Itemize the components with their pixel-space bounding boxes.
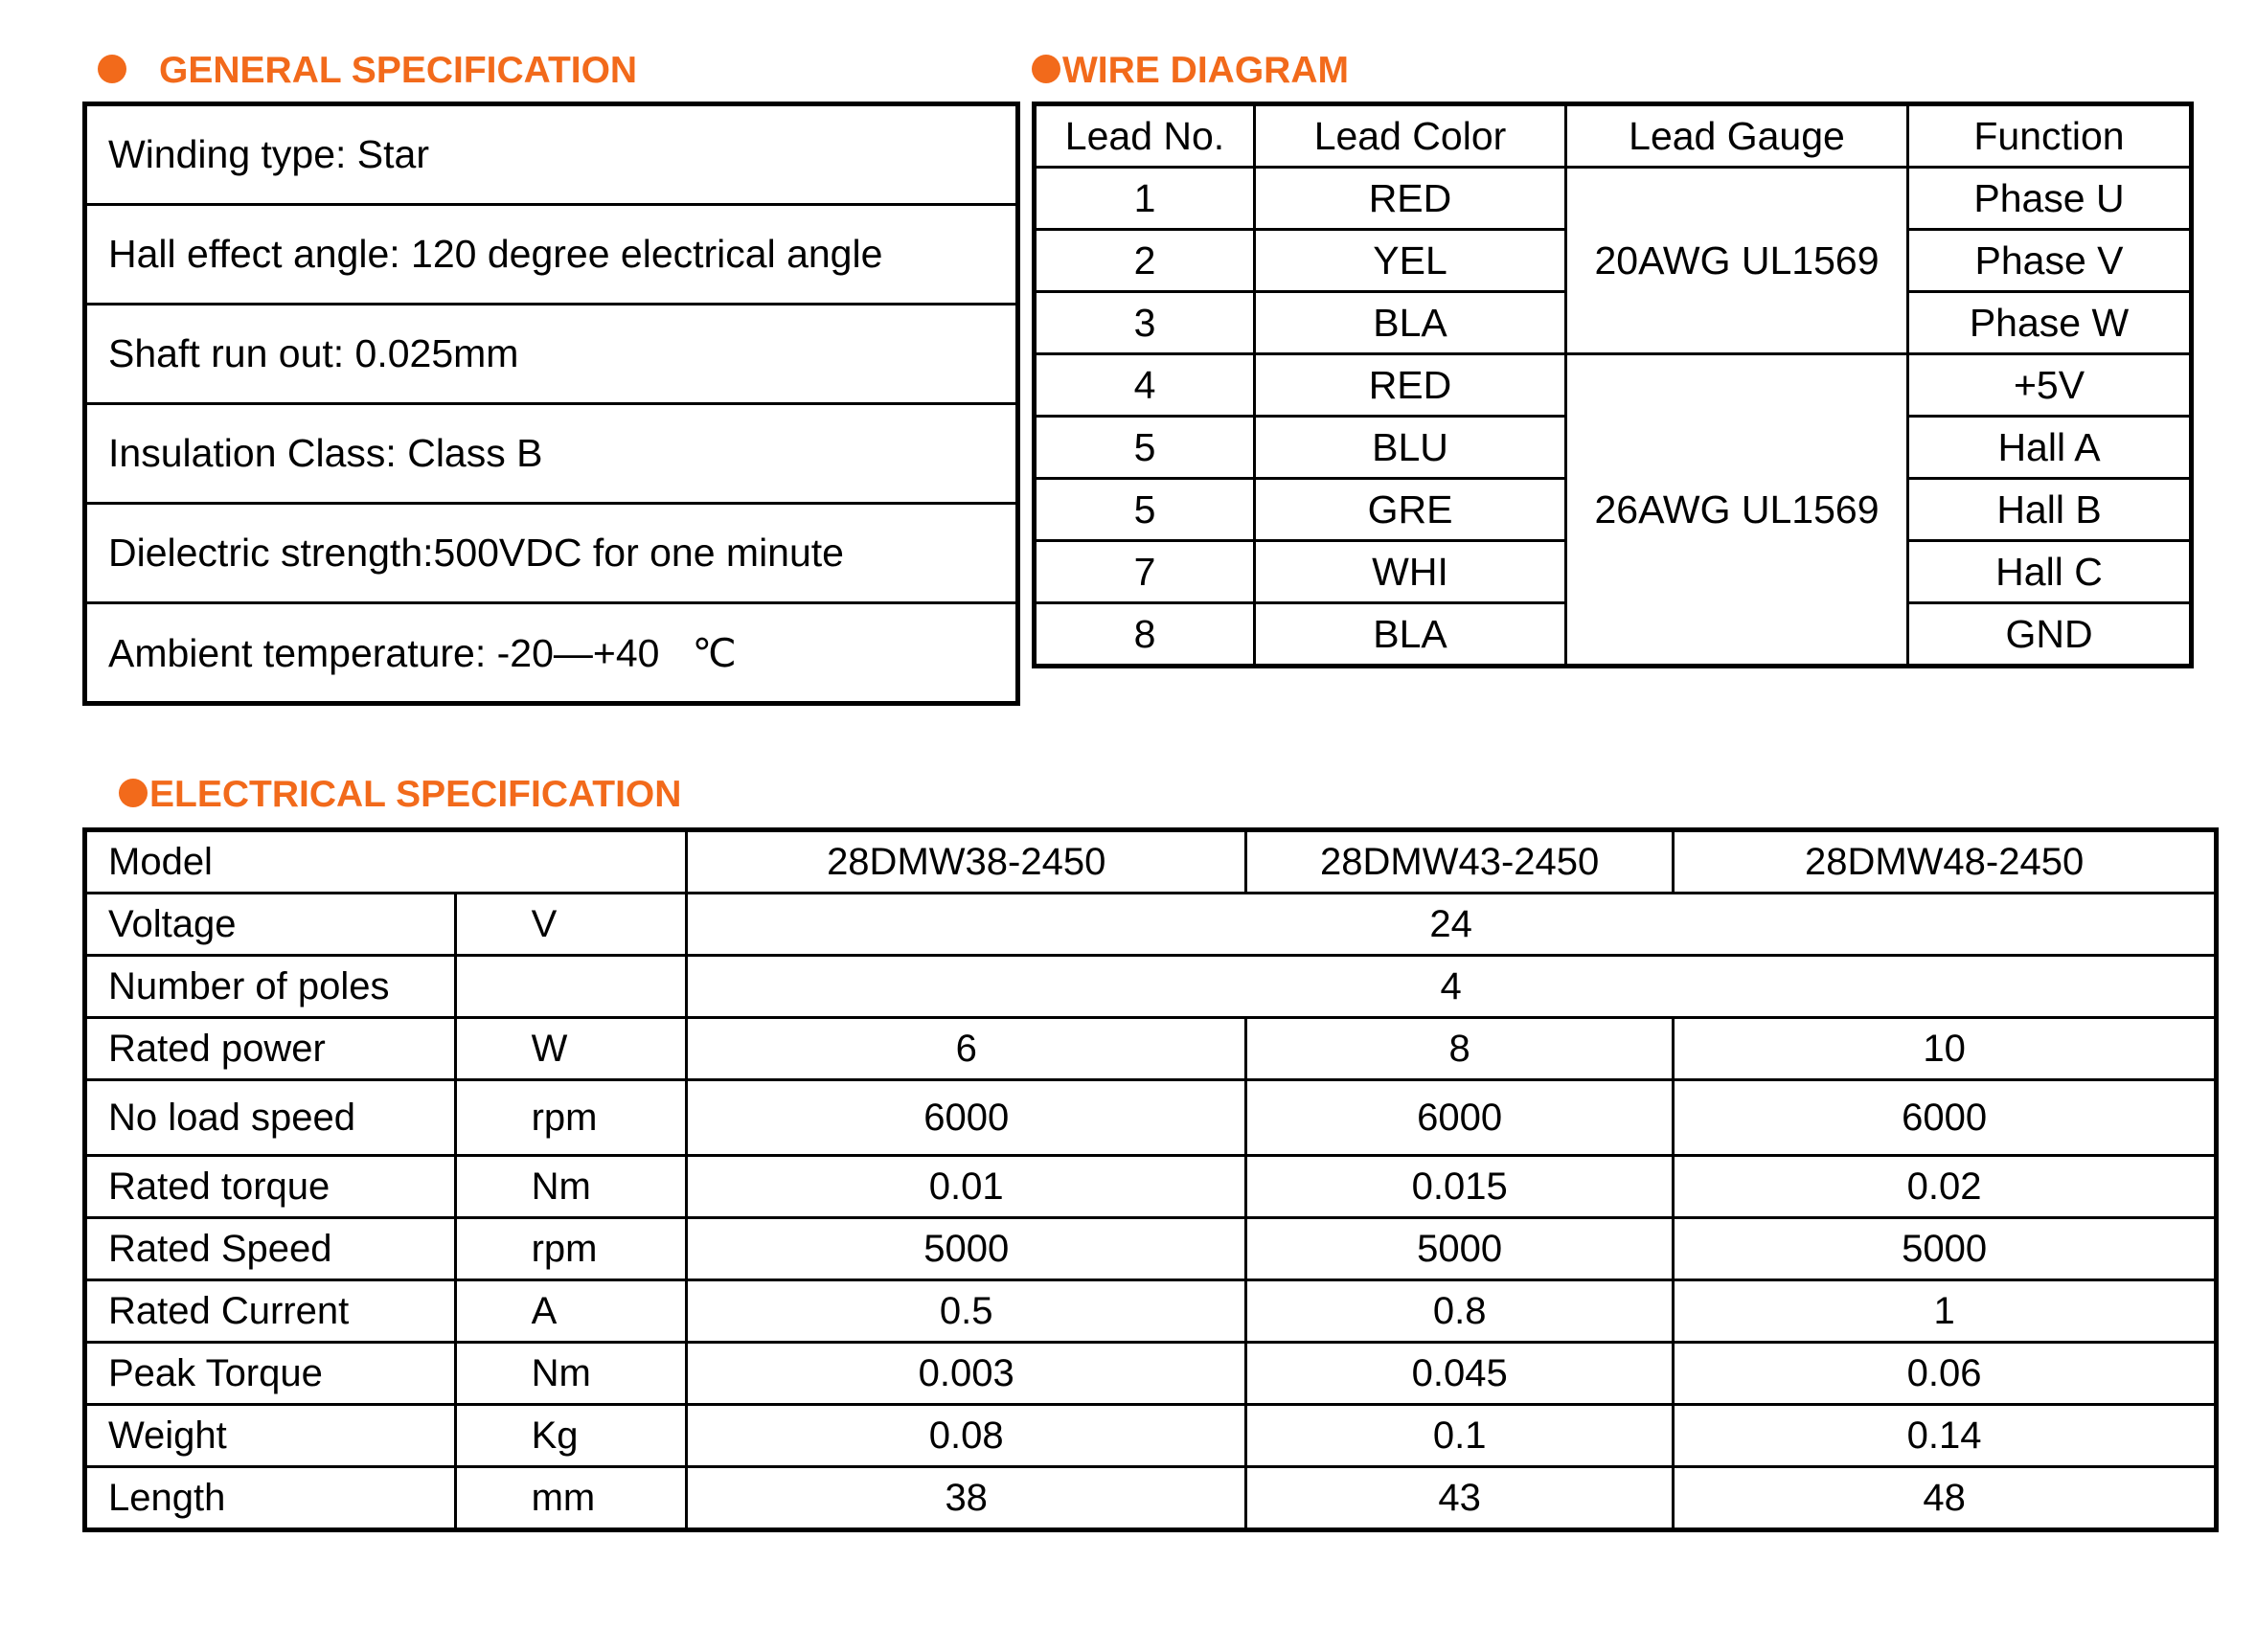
lead-no: 3 [1035, 292, 1255, 354]
bullet-dot-icon [119, 779, 148, 807]
general-spec-title [98, 52, 637, 89]
table-row [85, 1018, 2217, 1080]
general-spec-title-text: GENERAL SPECIFICATION [159, 50, 638, 91]
spec-item: Winding type: Star [85, 104, 1018, 205]
model-name: 28DMW38-2450 [687, 830, 1246, 894]
lead-no: 7 [1035, 541, 1255, 603]
lead-color: RED [1255, 354, 1566, 417]
lead-function: +5V [1908, 354, 2192, 417]
lead-no: 1 [1035, 168, 1255, 230]
electrical-spec-title [119, 776, 681, 813]
param-value: 8 [1246, 1018, 1674, 1080]
lead-no: 5 [1035, 479, 1255, 541]
param-label: Rated Speed [85, 1218, 456, 1280]
param-label: No load speed [85, 1080, 456, 1156]
lead-function: Phase V [1908, 230, 2192, 292]
table-row [85, 603, 1018, 704]
lead-color: GRE [1255, 479, 1566, 541]
param-value: 24 [687, 894, 2217, 956]
lead-function: Hall C [1908, 541, 2192, 603]
bullet-dot-icon [1032, 55, 1060, 83]
lead-gauge: 20AWG UL1569 [1566, 168, 1908, 354]
table-row [1035, 354, 2192, 417]
table-row [85, 1156, 2217, 1218]
bullet-dot-icon [98, 55, 126, 83]
electrical-spec-title-text: ELECTRICAL SPECIFICATION [149, 774, 682, 815]
param-value: 5000 [687, 1218, 1246, 1280]
param-label: Peak Torque [85, 1343, 456, 1405]
param-value: 6000 [687, 1080, 1246, 1156]
wire-diagram-title-text: WIRE DIAGRAM [1062, 50, 1349, 91]
param-label: Length [85, 1467, 456, 1530]
model-label: Model [85, 830, 687, 894]
lead-gauge: 26AWG UL1569 [1566, 354, 1908, 667]
lead-function: Hall B [1908, 479, 2192, 541]
param-value: 6000 [1674, 1080, 2217, 1156]
model-name: 28DMW43-2450 [1246, 830, 1674, 894]
param-value: 0.5 [687, 1280, 1246, 1343]
param-unit: rpm [455, 1218, 687, 1280]
lead-no: 4 [1035, 354, 1255, 417]
column-header: Lead Gauge [1566, 104, 1908, 168]
lead-no: 2 [1035, 230, 1255, 292]
spec-item: Insulation Class: Class B [85, 404, 1018, 504]
wire-diagram-title [1032, 52, 1349, 89]
param-value: 5000 [1674, 1218, 2217, 1280]
table-row [1035, 168, 2192, 230]
param-value: 0.08 [687, 1405, 1246, 1467]
lead-function: Phase W [1908, 292, 2192, 354]
lead-color: BLA [1255, 292, 1566, 354]
param-value: 0.06 [1674, 1343, 2217, 1405]
param-unit: V [455, 894, 687, 956]
lead-no: 5 [1035, 417, 1255, 479]
table-row [85, 1405, 2217, 1467]
param-unit: W [455, 1018, 687, 1080]
lead-no: 8 [1035, 603, 1255, 667]
param-unit: Nm [455, 1343, 687, 1405]
param-label: Rated torque [85, 1156, 456, 1218]
param-label: Rated power [85, 1018, 456, 1080]
column-header: Lead Color [1255, 104, 1566, 168]
param-value: 43 [1246, 1467, 1674, 1530]
table-row [85, 894, 2217, 956]
lead-color: BLU [1255, 417, 1566, 479]
lead-function: Hall A [1908, 417, 2192, 479]
model-name: 28DMW48-2450 [1674, 830, 2217, 894]
param-label: Rated Current [85, 1280, 456, 1343]
param-unit: mm [455, 1467, 687, 1530]
param-value: 0.8 [1246, 1280, 1674, 1343]
table-row [85, 1218, 2217, 1280]
param-value: 0.14 [1674, 1405, 2217, 1467]
param-value: 10 [1674, 1018, 2217, 1080]
column-header: Function [1908, 104, 2192, 168]
table-row [85, 956, 2217, 1018]
spec-item: Ambient temperature: -20—+40 ℃ [108, 630, 737, 675]
param-value: 6 [687, 1018, 1246, 1080]
table-header-row [1035, 104, 2192, 168]
param-value: 4 [687, 956, 2217, 1018]
param-value: 5000 [1246, 1218, 1674, 1280]
table-row [85, 1080, 2217, 1156]
param-value: 38 [687, 1467, 1246, 1530]
param-unit: rpm [455, 1080, 687, 1156]
table-row [85, 1343, 2217, 1405]
param-unit: A [455, 1280, 687, 1343]
param-label: Weight [85, 1405, 456, 1467]
param-unit: Nm [455, 1156, 687, 1218]
param-value: 0.02 [1674, 1156, 2217, 1218]
electrical-spec-table [82, 827, 2219, 1532]
param-value: 0.01 [687, 1156, 1246, 1218]
param-unit: Kg [455, 1405, 687, 1467]
param-label: Number of poles [85, 956, 456, 1018]
table-row [85, 404, 1018, 504]
table-row [85, 205, 1018, 305]
lead-color: YEL [1255, 230, 1566, 292]
table-row [85, 305, 1018, 404]
lead-function: GND [1908, 603, 2192, 667]
lead-color: WHI [1255, 541, 1566, 603]
lead-color: BLA [1255, 603, 1566, 667]
spec-item: Hall effect angle: 120 degree electrical angle [85, 205, 1018, 305]
table-header-row [85, 830, 2217, 894]
spec-item: Dielectric strength:500VDC for one minute [85, 504, 1018, 603]
param-label: Voltage [85, 894, 456, 956]
general-spec-table [82, 102, 1020, 706]
lead-color: RED [1255, 168, 1566, 230]
table-row [85, 1280, 2217, 1343]
column-header: Lead No. [1035, 104, 1255, 168]
param-value: 0.015 [1246, 1156, 1674, 1218]
param-value: 48 [1674, 1467, 2217, 1530]
spec-item: Shaft run out: 0.025mm [85, 305, 1018, 404]
lead-function: Phase U [1908, 168, 2192, 230]
table-row [85, 1467, 2217, 1530]
wire-diagram-table [1032, 102, 2194, 668]
param-value: 0.1 [1246, 1405, 1674, 1467]
param-value: 0.003 [687, 1343, 1246, 1405]
param-value: 1 [1674, 1280, 2217, 1343]
table-row [85, 504, 1018, 603]
param-value: 0.045 [1246, 1343, 1674, 1405]
param-value: 6000 [1246, 1080, 1674, 1156]
param-unit [455, 956, 687, 1018]
table-row [85, 104, 1018, 205]
